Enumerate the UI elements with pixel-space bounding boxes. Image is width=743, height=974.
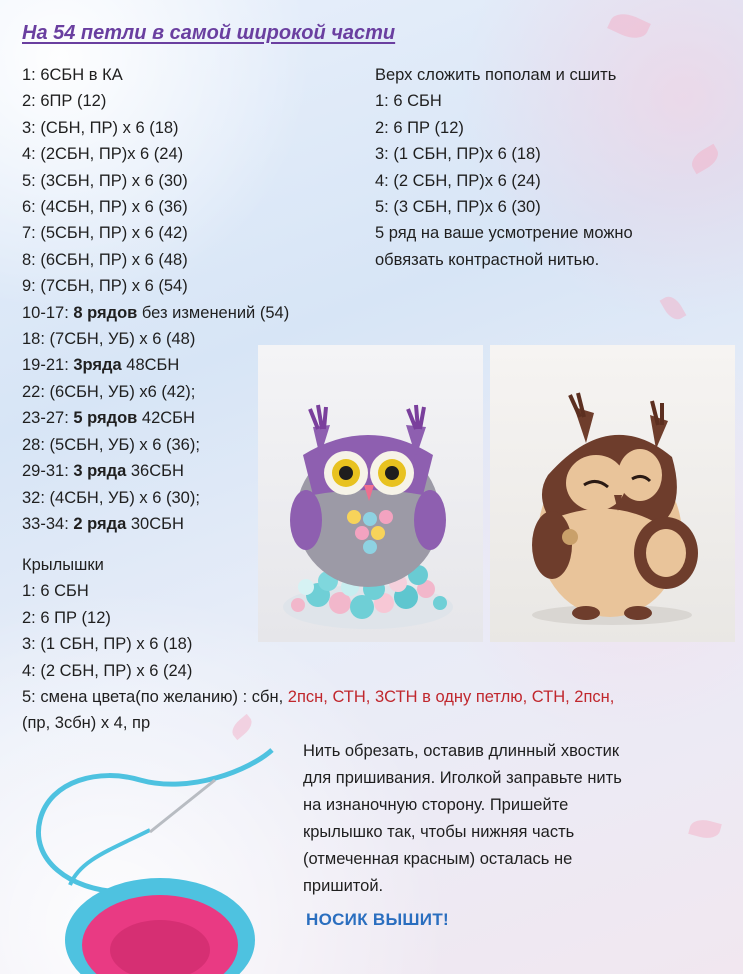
top-row (375, 220, 633, 246)
row-count-bold: 3ряда (73, 356, 122, 375)
row-text: 3: (СБН, ПР) х 6 (18) (22, 118, 179, 137)
row-text: 1: 6СБН в КА (22, 66, 123, 84)
body-row (22, 88, 289, 114)
finish-row (303, 738, 622, 765)
row-text: Верх сложить пополам и сшить (375, 66, 617, 84)
body-row (22, 62, 289, 88)
row-text: 9: (7СБН, ПР) х 6 (54) (22, 277, 188, 296)
row-text: 48СБН (121, 356, 180, 375)
body-row (22, 432, 289, 458)
wing-row (22, 578, 192, 604)
body-row (22, 194, 289, 220)
row-text: Крылышки (22, 556, 104, 574)
row-text: (отмеченная красным) осталась не (303, 850, 573, 868)
body-row (22, 168, 289, 194)
body-row (22, 458, 289, 484)
row-count-bold: 8 рядов (73, 303, 138, 322)
row-text: 7: (5СБН, ПР) х 6 (42) (22, 224, 188, 243)
body-row (22, 220, 289, 246)
top-row (375, 168, 633, 194)
row-text: Нить обрезать, оставив длинный хвостик (303, 742, 620, 760)
finishing-instructions (303, 738, 622, 900)
row-text: на изнаночную сторону. Пришейте (303, 796, 569, 814)
wing-instructions (22, 552, 192, 684)
top-row (375, 194, 633, 220)
top-instructions (375, 62, 633, 273)
row-text: 3: (1 СБН, ПР) х 6 (18) (22, 635, 193, 654)
wing-color-change-note (22, 684, 614, 737)
finish-row (303, 846, 622, 873)
finish-row (303, 792, 622, 819)
row-count-bold: 5 рядов (73, 409, 138, 428)
row-text: 42СБН (137, 409, 195, 428)
row-text: 2: 6ПР (12) (22, 92, 107, 111)
row-text: 5: (3СБН, ПР) х 6 (30) (22, 171, 188, 190)
brown-owl-photo (490, 345, 735, 642)
wing-row (22, 658, 192, 684)
row-text: пришитой. (303, 877, 384, 895)
row-text: 2: 6 ПР (12) (375, 118, 464, 137)
petal-decoration (607, 8, 651, 44)
row-text: 6: (4СБН, ПР) х 6 (36) (22, 198, 188, 217)
top-row (375, 62, 633, 88)
row-text: 4: (2 СБН, ПР) х 6 (24) (22, 661, 193, 680)
petal-decoration (688, 144, 723, 175)
row-text: 8: (6СБН, ПР) х 6 (48) (22, 250, 188, 269)
row-text: 32: (4СБН, УБ) х 6 (30); (22, 488, 200, 507)
petal-decoration (688, 816, 722, 841)
row-count-bold: 2 ряда (73, 514, 127, 533)
row-text: 18: (7СБН, УБ) х 6 (48) (22, 330, 196, 349)
highlighted-stitches: 2псн, СТН, 3СТН в одну петлю, СТН, 2псн, (287, 688, 615, 706)
top-row (375, 88, 633, 114)
row-text: 33-34: (22, 514, 74, 533)
row-text: 29-31: (22, 462, 74, 481)
wing-row (22, 552, 192, 578)
wing-sewing-photo (10, 740, 295, 974)
row-text: 10-17: (22, 303, 74, 322)
body-row (22, 379, 289, 405)
body-row (22, 141, 289, 167)
body-row (22, 326, 289, 352)
page-title: На 54 петли в самой широкой части (22, 22, 396, 44)
row-text: 19-21: (22, 356, 74, 375)
body-row (22, 273, 289, 299)
purple-owl-photo (258, 345, 483, 642)
row-text: обвязать контрастной нитью. (375, 250, 600, 269)
body-instructions (22, 62, 289, 537)
nose-note: НОСИК ВЫШИТ! (306, 910, 449, 929)
top-row (375, 141, 633, 167)
body-row (22, 300, 289, 326)
row-text: 5: (3 СБН, ПР)х 6 (30) (375, 198, 541, 217)
row-text: 28: (5СБН, УБ) х 6 (36); (22, 435, 200, 454)
wing-row (22, 631, 192, 657)
body-row (22, 485, 289, 511)
body-row (22, 115, 289, 141)
body-row (22, 405, 289, 431)
row-text: 5 ряд на ваше усмотрение можно (375, 224, 633, 243)
body-row (22, 352, 289, 378)
row-text: 4: (2 СБН, ПР)х 6 (24) (375, 171, 541, 190)
wing-note-row (22, 710, 614, 736)
row-text: для пришивания. Иголкой заправьте нить (303, 769, 622, 787)
row-text: 4: (2СБН, ПР)х 6 (24) (22, 145, 184, 164)
row-text: 1: 6 СБН (22, 582, 89, 601)
row-text: без изменений (54) (137, 303, 290, 322)
row-text: (пр, 3сбн) х 4, пр (22, 714, 151, 733)
top-row (375, 247, 633, 273)
row-count-bold: 3 ряда (73, 462, 127, 481)
row-text: 30СБН (126, 514, 184, 533)
row-text: 1: 6 СБН (375, 92, 442, 111)
body-row (22, 247, 289, 273)
row-text: 2: 6 ПР (12) (22, 608, 111, 627)
finish-row (303, 765, 622, 792)
row-text: 23-27: (22, 409, 74, 428)
body-row (22, 511, 289, 537)
finish-row (303, 873, 622, 900)
row-text: 3: (1 СБН, ПР)х 6 (18) (375, 145, 541, 164)
row-text: 36СБН (126, 462, 184, 481)
petal-decoration (660, 293, 687, 324)
row-text: крылышко так, чтобы нижняя часть (303, 823, 575, 841)
top-row (375, 115, 633, 141)
wing-row (22, 605, 192, 631)
finish-row (303, 819, 622, 846)
row-text: 5: смена цвета(по желанию) : сбн, (22, 688, 288, 706)
row-text: 22: (6СБН, УБ) х6 (42); (22, 382, 196, 401)
wing-note-row (22, 684, 614, 710)
